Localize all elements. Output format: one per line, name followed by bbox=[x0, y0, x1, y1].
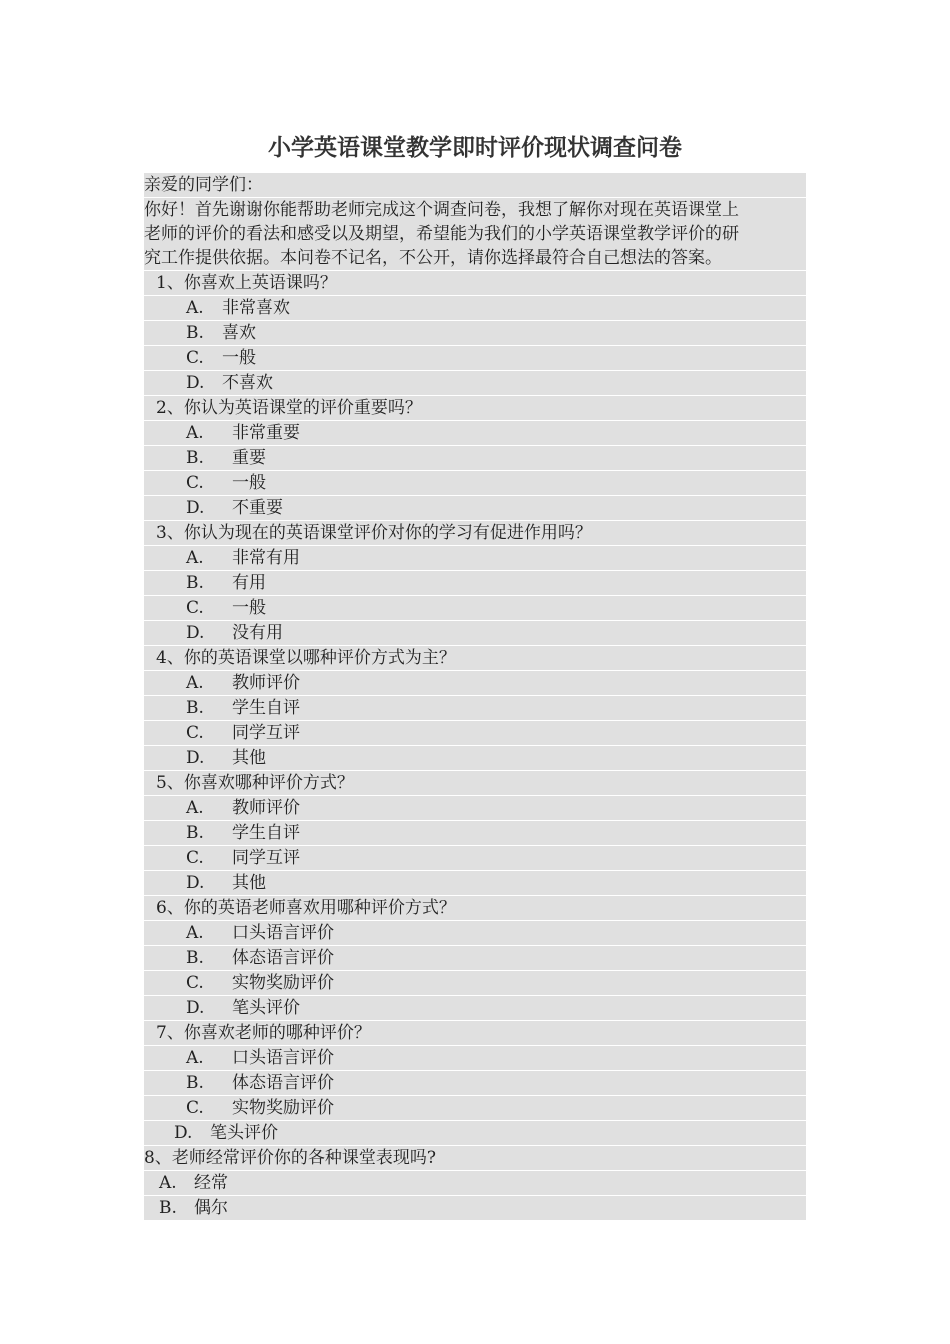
option-text: 学生自评 bbox=[232, 698, 300, 718]
option-7d bbox=[144, 1121, 806, 1145]
option-text: 实物奖励评价 bbox=[232, 973, 334, 993]
option-letter: C. bbox=[186, 348, 204, 368]
option-letter: D. bbox=[186, 748, 205, 768]
option-text: 同学互评 bbox=[232, 848, 300, 868]
option-text: 重要 bbox=[232, 448, 266, 468]
option-2a bbox=[144, 421, 806, 445]
question-6: 6、你的英语老师喜欢用哪种评价方式？ bbox=[144, 896, 806, 920]
option-text: 喜欢 bbox=[222, 323, 256, 343]
option-text: 学生自评 bbox=[232, 823, 300, 843]
option-text: 体态语言评价 bbox=[232, 948, 334, 968]
option-letter: B. bbox=[186, 1073, 204, 1093]
option-text: 教师评价 bbox=[232, 798, 300, 818]
option-1c bbox=[144, 346, 806, 370]
option-letter: C. bbox=[186, 848, 204, 868]
option-letter: A. bbox=[186, 798, 204, 818]
option-8b bbox=[144, 1196, 806, 1220]
option-letter: C. bbox=[186, 598, 204, 618]
greeting: 亲爱的同学们： bbox=[144, 173, 806, 197]
option-letter: D. bbox=[186, 373, 205, 393]
option-6c bbox=[144, 971, 806, 995]
option-text: 一般 bbox=[222, 348, 256, 368]
option-text: 非常重要 bbox=[232, 423, 300, 443]
option-text: 一般 bbox=[232, 473, 266, 493]
intro-paragraph bbox=[144, 198, 806, 270]
option-3b bbox=[144, 571, 806, 595]
option-letter: B. bbox=[186, 573, 204, 593]
option-letter: A. bbox=[159, 1173, 177, 1193]
option-text: 不喜欢 bbox=[222, 373, 273, 393]
option-4a bbox=[144, 671, 806, 695]
option-text: 不重要 bbox=[232, 498, 283, 518]
option-letter: C. bbox=[186, 973, 204, 993]
option-letter: A. bbox=[186, 423, 204, 443]
option-letter: B. bbox=[186, 948, 204, 968]
option-3d bbox=[144, 621, 806, 645]
option-4b bbox=[144, 696, 806, 720]
option-text: 非常喜欢 bbox=[222, 298, 290, 318]
question-4: 4、你的英语课堂以哪种评价方式为主？ bbox=[144, 646, 806, 670]
intro-line: 你好！首先谢谢你能帮助老师完成这个调查问卷，我想了解你对现在英语课堂上 bbox=[144, 200, 739, 220]
option-letter: A. bbox=[186, 923, 204, 943]
option-text: 口头语言评价 bbox=[232, 1048, 334, 1068]
option-letter: C. bbox=[186, 1098, 204, 1118]
option-text: 教师评价 bbox=[232, 673, 300, 693]
option-text: 实物奖励评价 bbox=[232, 1098, 334, 1118]
intro-line: 究工作提供依据。本问卷不记名，不公开，请你选择最符合自己想法的答案。 bbox=[144, 248, 722, 268]
question-5: 5、你喜欢哪种评价方式？ bbox=[144, 771, 806, 795]
option-6a bbox=[144, 921, 806, 945]
option-letter: B. bbox=[186, 823, 204, 843]
option-letter: D. bbox=[174, 1123, 193, 1143]
option-4c bbox=[144, 721, 806, 745]
option-6d bbox=[144, 996, 806, 1020]
option-letter: C. bbox=[186, 473, 204, 493]
option-letter: D. bbox=[186, 498, 205, 518]
question-2: 2、你认为英语课堂的评价重要吗？ bbox=[144, 396, 806, 420]
option-7c bbox=[144, 1096, 806, 1120]
option-1a bbox=[144, 296, 806, 320]
option-text: 经常 bbox=[194, 1173, 228, 1193]
option-3a bbox=[144, 546, 806, 570]
option-1b bbox=[144, 321, 806, 345]
intro-line: 老师的评价的看法和感受以及期望，希望能为我们的小学英语课堂教学评价的研 bbox=[144, 224, 739, 244]
option-text: 同学互评 bbox=[232, 723, 300, 743]
option-5d bbox=[144, 871, 806, 895]
option-2d bbox=[144, 496, 806, 520]
option-text: 口头语言评价 bbox=[232, 923, 334, 943]
option-1d bbox=[144, 371, 806, 395]
document-page bbox=[144, 124, 806, 1221]
option-text: 其他 bbox=[232, 748, 266, 768]
option-3c bbox=[144, 596, 806, 620]
option-letter: D. bbox=[186, 873, 205, 893]
option-text: 体态语言评价 bbox=[232, 1073, 334, 1093]
option-5b bbox=[144, 821, 806, 845]
option-letter: B. bbox=[159, 1198, 177, 1218]
option-letter: B. bbox=[186, 698, 204, 718]
option-7a bbox=[144, 1046, 806, 1070]
question-3: 3、你认为现在的英语课堂评价对你的学习有促进作用吗？ bbox=[144, 521, 806, 545]
option-text: 一般 bbox=[232, 598, 266, 618]
option-7b bbox=[144, 1071, 806, 1095]
option-letter: B. bbox=[186, 323, 204, 343]
option-letter: C. bbox=[186, 723, 204, 743]
question-7: 7、你喜欢老师的哪种评价？ bbox=[144, 1021, 806, 1045]
option-4d bbox=[144, 746, 806, 770]
option-letter: A. bbox=[186, 548, 204, 568]
option-5c bbox=[144, 846, 806, 870]
option-letter: B. bbox=[186, 448, 204, 468]
option-text: 非常有用 bbox=[232, 548, 300, 568]
option-8a bbox=[144, 1171, 806, 1195]
option-2b bbox=[144, 446, 806, 470]
option-text: 没有用 bbox=[232, 623, 283, 643]
option-text: 其他 bbox=[232, 873, 266, 893]
option-text: 笔头评价 bbox=[210, 1123, 278, 1143]
option-letter: A. bbox=[186, 298, 204, 318]
option-text: 偶尔 bbox=[194, 1198, 228, 1218]
option-5a bbox=[144, 796, 806, 820]
question-1: 1、你喜欢上英语课吗？ bbox=[144, 271, 806, 295]
option-letter: D. bbox=[186, 623, 205, 643]
question-8: 8、老师经常评价你的各种课堂表现吗? bbox=[144, 1146, 806, 1170]
option-text: 有用 bbox=[232, 573, 266, 593]
option-text: 笔头评价 bbox=[232, 998, 300, 1018]
option-letter: D. bbox=[186, 998, 205, 1018]
option-letter: A. bbox=[186, 673, 204, 693]
option-2c bbox=[144, 471, 806, 495]
option-letter: A. bbox=[186, 1048, 204, 1068]
option-6b bbox=[144, 946, 806, 970]
page-title: 小学英语课堂教学即时评价现状调查问卷 bbox=[268, 134, 682, 161]
